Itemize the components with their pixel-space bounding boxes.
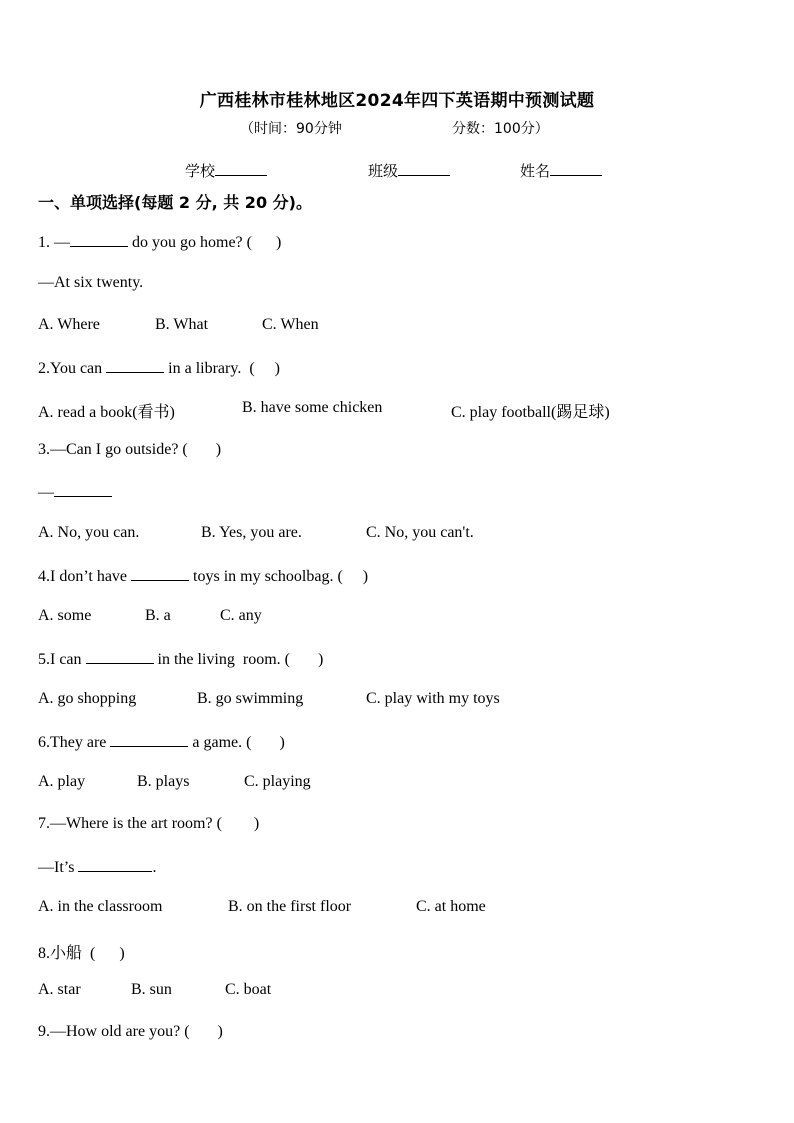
school-blank: [215, 161, 267, 176]
question-7: 7.—Where is the art room? ( ): [38, 815, 260, 832]
option-2a: A. read a book(看书): [38, 404, 175, 421]
option-1a: A. Where: [38, 316, 100, 333]
question-3: 3.—Can I go outside? ( ): [38, 441, 222, 458]
option-6c: C. playing: [244, 773, 311, 790]
name-blank: [550, 161, 602, 176]
option-5c: C. play with my toys: [366, 690, 500, 707]
option-1c: C. When: [262, 316, 319, 333]
option-8c: C. boat: [225, 981, 272, 998]
section-title: 一、单项选择(每题 2 分, 共 20 分)。: [38, 193, 312, 212]
page-title: 广西桂林市桂林地区2024年四下英语期中预测试题: [199, 91, 595, 111]
question-4: 4.I don’t have toys in my schoolbag. ( ): [38, 568, 369, 585]
option-8a: A. star: [38, 981, 81, 998]
option-4a: A. some: [38, 607, 92, 624]
option-7c: C. at home: [416, 898, 486, 915]
question-8: 8.小船 ( ): [38, 945, 125, 962]
question-9: 9.—How old are you? ( ): [38, 1023, 223, 1040]
class-blank: [398, 161, 450, 176]
option-5a: A. go shopping: [38, 690, 137, 707]
option-4b: B. a: [145, 607, 171, 624]
answer-7: —It’s .: [38, 859, 157, 876]
exam-time: （时间：90分钟: [240, 121, 342, 137]
question-6: 6.They are a game. ( ): [38, 734, 285, 751]
option-8b: B. sun: [131, 981, 172, 998]
question-1: 1. — do you go home? ( ): [38, 234, 282, 251]
answer-1: —At six twenty.: [38, 274, 144, 291]
option-2b: B. have some chicken: [242, 399, 383, 416]
class-field: [368, 160, 450, 181]
class-label: 班级: [368, 162, 399, 180]
option-3b: B. Yes, you are.: [201, 524, 302, 541]
option-7b: B. on the first floor: [228, 898, 352, 915]
name-label: 姓名: [520, 162, 551, 180]
option-1b: B. What: [155, 316, 209, 333]
question-2: 2.You can in a library. ( ): [38, 360, 280, 377]
option-2c: C. play football(踢足球): [451, 404, 610, 421]
question-5: 5.I can in the living room. ( ): [38, 651, 324, 668]
option-5b: B. go swimming: [197, 690, 304, 707]
option-7a: A. in the classroom: [38, 898, 163, 915]
exam-score: 分数：100分）: [452, 121, 549, 137]
option-4c: C. any: [220, 607, 262, 624]
option-6a: A. play: [38, 773, 86, 790]
school-label: 学校: [185, 162, 216, 180]
option-3a: A. No, you can.: [38, 524, 140, 541]
option-6b: B. plays: [137, 773, 190, 790]
school-field: [185, 160, 267, 181]
option-3c: C. No, you can't.: [366, 524, 474, 541]
answer-3: —: [38, 482, 112, 502]
name-field: [520, 160, 602, 181]
